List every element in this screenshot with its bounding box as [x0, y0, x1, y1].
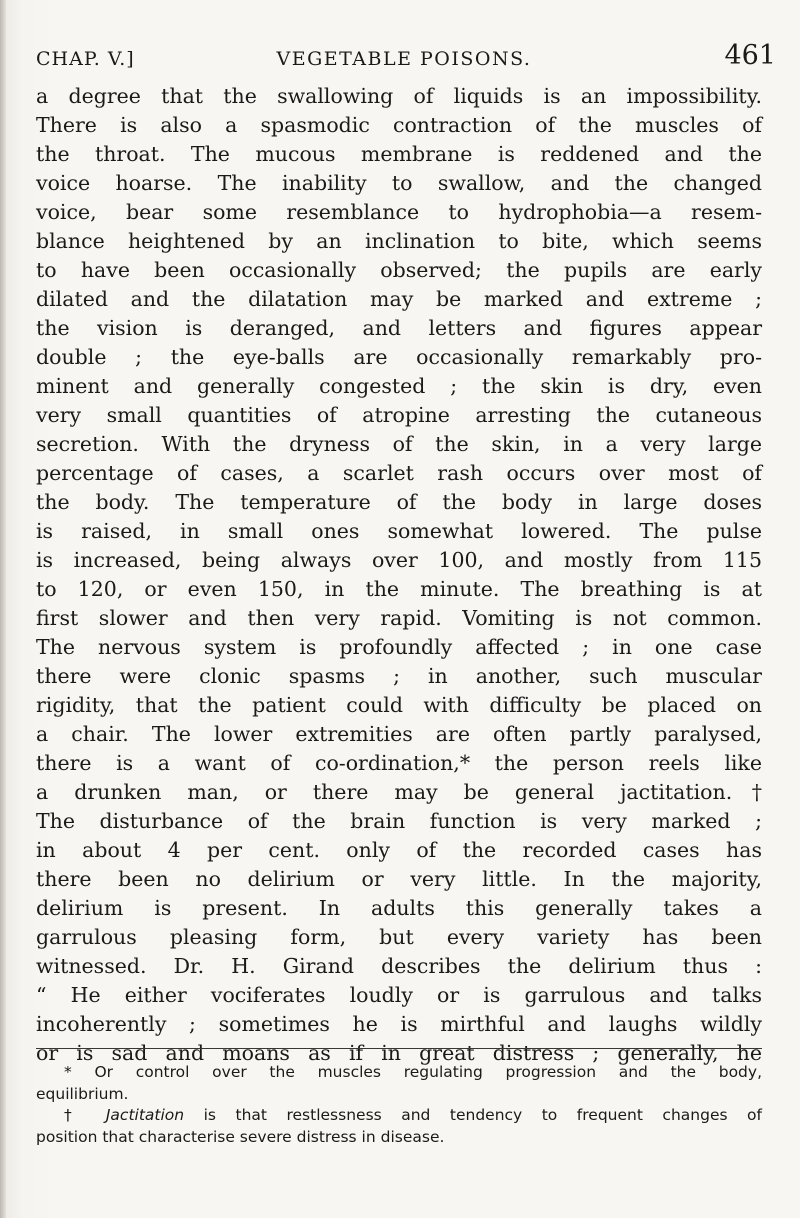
- text-line: “ He either vociferates loudly or is garrulous and talks: [36, 983, 762, 1007]
- text-line: is raised, in small ones somewhat lowered. The pulse: [36, 519, 762, 543]
- text-line: incoherently ; sometimes he is mirthful and laughs wildly: [36, 1012, 762, 1036]
- footnote-1-line-1: * Or control over the muscles regulating progression and the body,: [64, 1063, 762, 1081]
- text-line: blance heightened by an inclination to bite, which seems: [36, 229, 762, 253]
- page-number: 461: [724, 40, 776, 71]
- text-line: rigidity, that the patient could with difficulty be placed on: [36, 693, 762, 717]
- footnote-2-line-2: position that characterise severe distress in disease.: [36, 1127, 445, 1146]
- text-line: The disturbance of the brain function is very marked ;: [36, 809, 762, 833]
- footnote-2-line-1: [36, 1105, 762, 1127]
- body-paragraph: [36, 82, 762, 1068]
- text-line: dilated and the dilatation may be marked and extreme ;: [36, 287, 762, 311]
- text-line: the vision is deranged, and letters and figures appear: [36, 316, 762, 340]
- text-line: a degree that the swallowing of liquids is an impossibility.: [36, 84, 762, 108]
- text-line: The nervous system is profoundly affected ; in one case: [36, 635, 762, 659]
- text-line: in about 4 per cent. only of the recorded cases has: [36, 838, 762, 862]
- footnote-2-text: is that restlessness and tendency to frequent changes of: [184, 1106, 762, 1124]
- text-line: a chair. The lower extremities are often partly paralysed,: [36, 722, 762, 746]
- text-line: voice, bear some resemblance to hydrophobia—a resem-: [36, 200, 762, 224]
- text-line: minent and generally congested ; the skin is dry, even: [36, 374, 762, 398]
- binding-edge: [0, 0, 6, 1218]
- text-line: very small quantities of atropine arresting the cutaneous: [36, 403, 762, 427]
- running-head: [24, 36, 784, 76]
- text-line: There is also a spasmodic contraction of the muscles of: [36, 113, 762, 137]
- chapter-label: CHAP. V.]: [36, 48, 135, 70]
- text-line: garrulous pleasing form, but every variety has been: [36, 925, 762, 949]
- text-line: voice hoarse. The inability to swallow, and the changed: [36, 171, 762, 195]
- text-line: there were clonic spasms ; in another, such muscular: [36, 664, 762, 688]
- section-title: VEGETABLE POISONS.: [276, 48, 532, 70]
- text-line: percentage of cases, a scarlet rash occurs over most of: [36, 461, 762, 485]
- footnote-1-line-2: equilibrium.: [36, 1084, 129, 1103]
- text-line: delirium is present. In adults this generally takes a: [36, 896, 762, 920]
- text-line: to 120, or even 150, in the minute. The breathing is at: [36, 577, 762, 601]
- text-line: to have been occasionally observed; the pupils are early: [36, 258, 762, 282]
- text-line: the throat. The mucous membrane is reddened and the: [36, 142, 762, 166]
- footnotes: [36, 1062, 762, 1148]
- footnote-term: Jactitation: [105, 1106, 185, 1124]
- text-line: there is a want of co-ordination,* the person reels like: [36, 751, 762, 775]
- text-line: first slower and then very rapid. Vomiting is not common.: [36, 606, 762, 630]
- text-line: secretion. With the dryness of the skin, in a very large: [36, 432, 762, 456]
- text-line: or is sad and moans as if in great distress ; generally, he: [36, 1041, 762, 1065]
- text-line: witnessed. Dr. H. Girand describes the delirium thus :: [36, 954, 762, 978]
- text-line: there been no delirium or very little. In the majority,: [36, 867, 762, 891]
- text-line: is increased, being always over 100, and mostly from 115: [36, 548, 762, 572]
- dagger-marker: †: [64, 1106, 87, 1124]
- text-line: a drunken man, or there may be general jactitation.†: [36, 780, 762, 804]
- text-line: the body. The temperature of the body in large doses: [36, 490, 762, 514]
- text-line: double ; the eye-balls are occasionally remarkably pro-: [36, 345, 762, 369]
- footnote-rule: [36, 1048, 762, 1049]
